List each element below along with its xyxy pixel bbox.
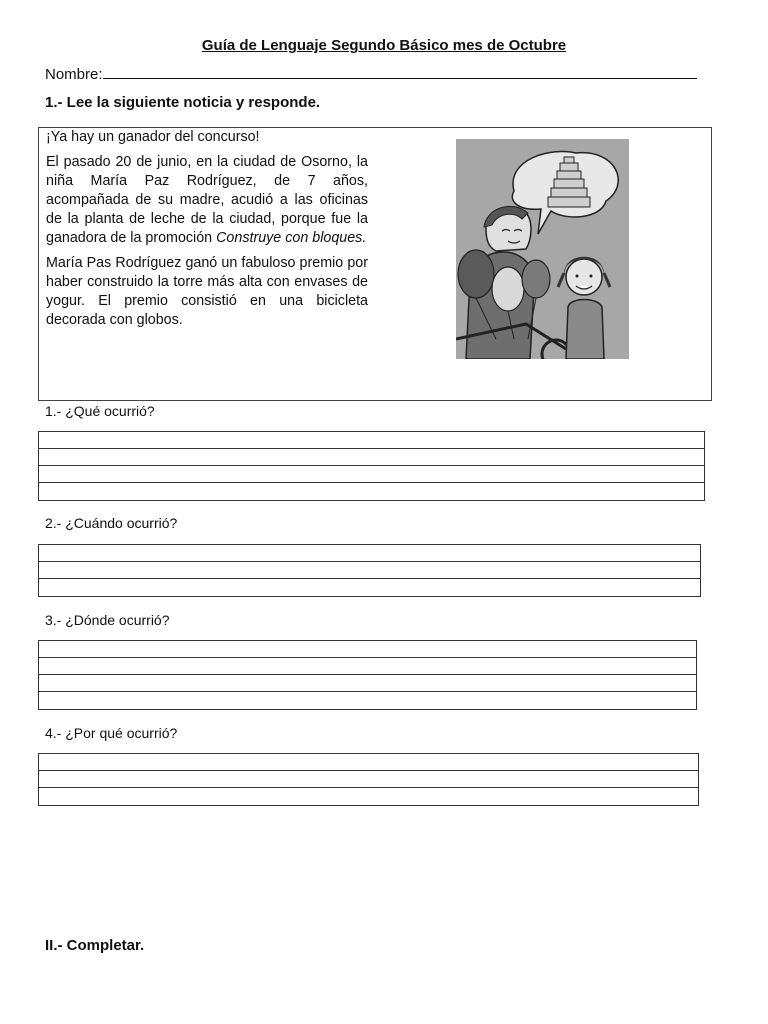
question-1: 1.- ¿Qué ocurrió? [45,403,155,419]
question-4: 4.- ¿Por qué ocurrió? [45,725,178,741]
news-paragraph-1 [46,153,368,248]
name-line[interactable] [103,64,697,79]
answer-line[interactable] [39,483,704,500]
news-p1-italic: Construye con bloques. [216,230,367,246]
answer-box-1[interactable] [38,431,705,501]
answer-line[interactable] [39,579,700,596]
answer-line[interactable] [39,692,696,709]
news-box [38,127,712,401]
name-field[interactable] [45,64,697,83]
news-headline: ¡Ya hay un ganador del concurso! [46,129,260,145]
answer-box-4[interactable] [38,753,699,806]
name-label: Nombre: [45,66,103,83]
answer-line[interactable] [39,771,698,788]
answer-line[interactable] [39,449,704,466]
answer-line[interactable] [39,562,700,579]
page-title: Guía de Lenguaje Segundo Básico mes de Octubre [201,37,567,54]
news-illustration [456,139,629,359]
question-3: 3.- ¿Dónde ocurrió? [45,612,170,628]
answer-box-3[interactable] [38,640,697,710]
news-paragraph-2: María Pas Rodríguez ganó un fabuloso premio por haber construido la torre más alta con envases de yogur. El premio consistió en una bicicleta decorada con globos. [46,255,368,328]
answer-box-2[interactable] [38,544,701,597]
answer-line[interactable] [39,545,700,562]
news-text [46,128,368,336]
section-2-heading: II.- Completar. [45,937,145,954]
section-1-heading: 1.- Lee la siguiente noticia y responde. [45,94,321,111]
question-2: 2.- ¿Cuándo ocurrió? [45,515,178,531]
answer-line[interactable] [39,675,696,692]
answer-line[interactable] [39,788,698,805]
answer-line[interactable] [39,641,696,658]
answer-line[interactable] [39,658,696,675]
news-p1-text: El pasado 20 de junio, en la ciudad de Osorno, la niña María Paz Rodríguez, de 7 años, acompañada de su madre, acudió a las oficinas de la planta de leche de la ciudad, porque fue la ganadora de la promoción [46,154,368,246]
answer-line[interactable] [39,466,704,483]
answer-line[interactable] [39,432,704,449]
answer-line[interactable] [39,754,698,771]
